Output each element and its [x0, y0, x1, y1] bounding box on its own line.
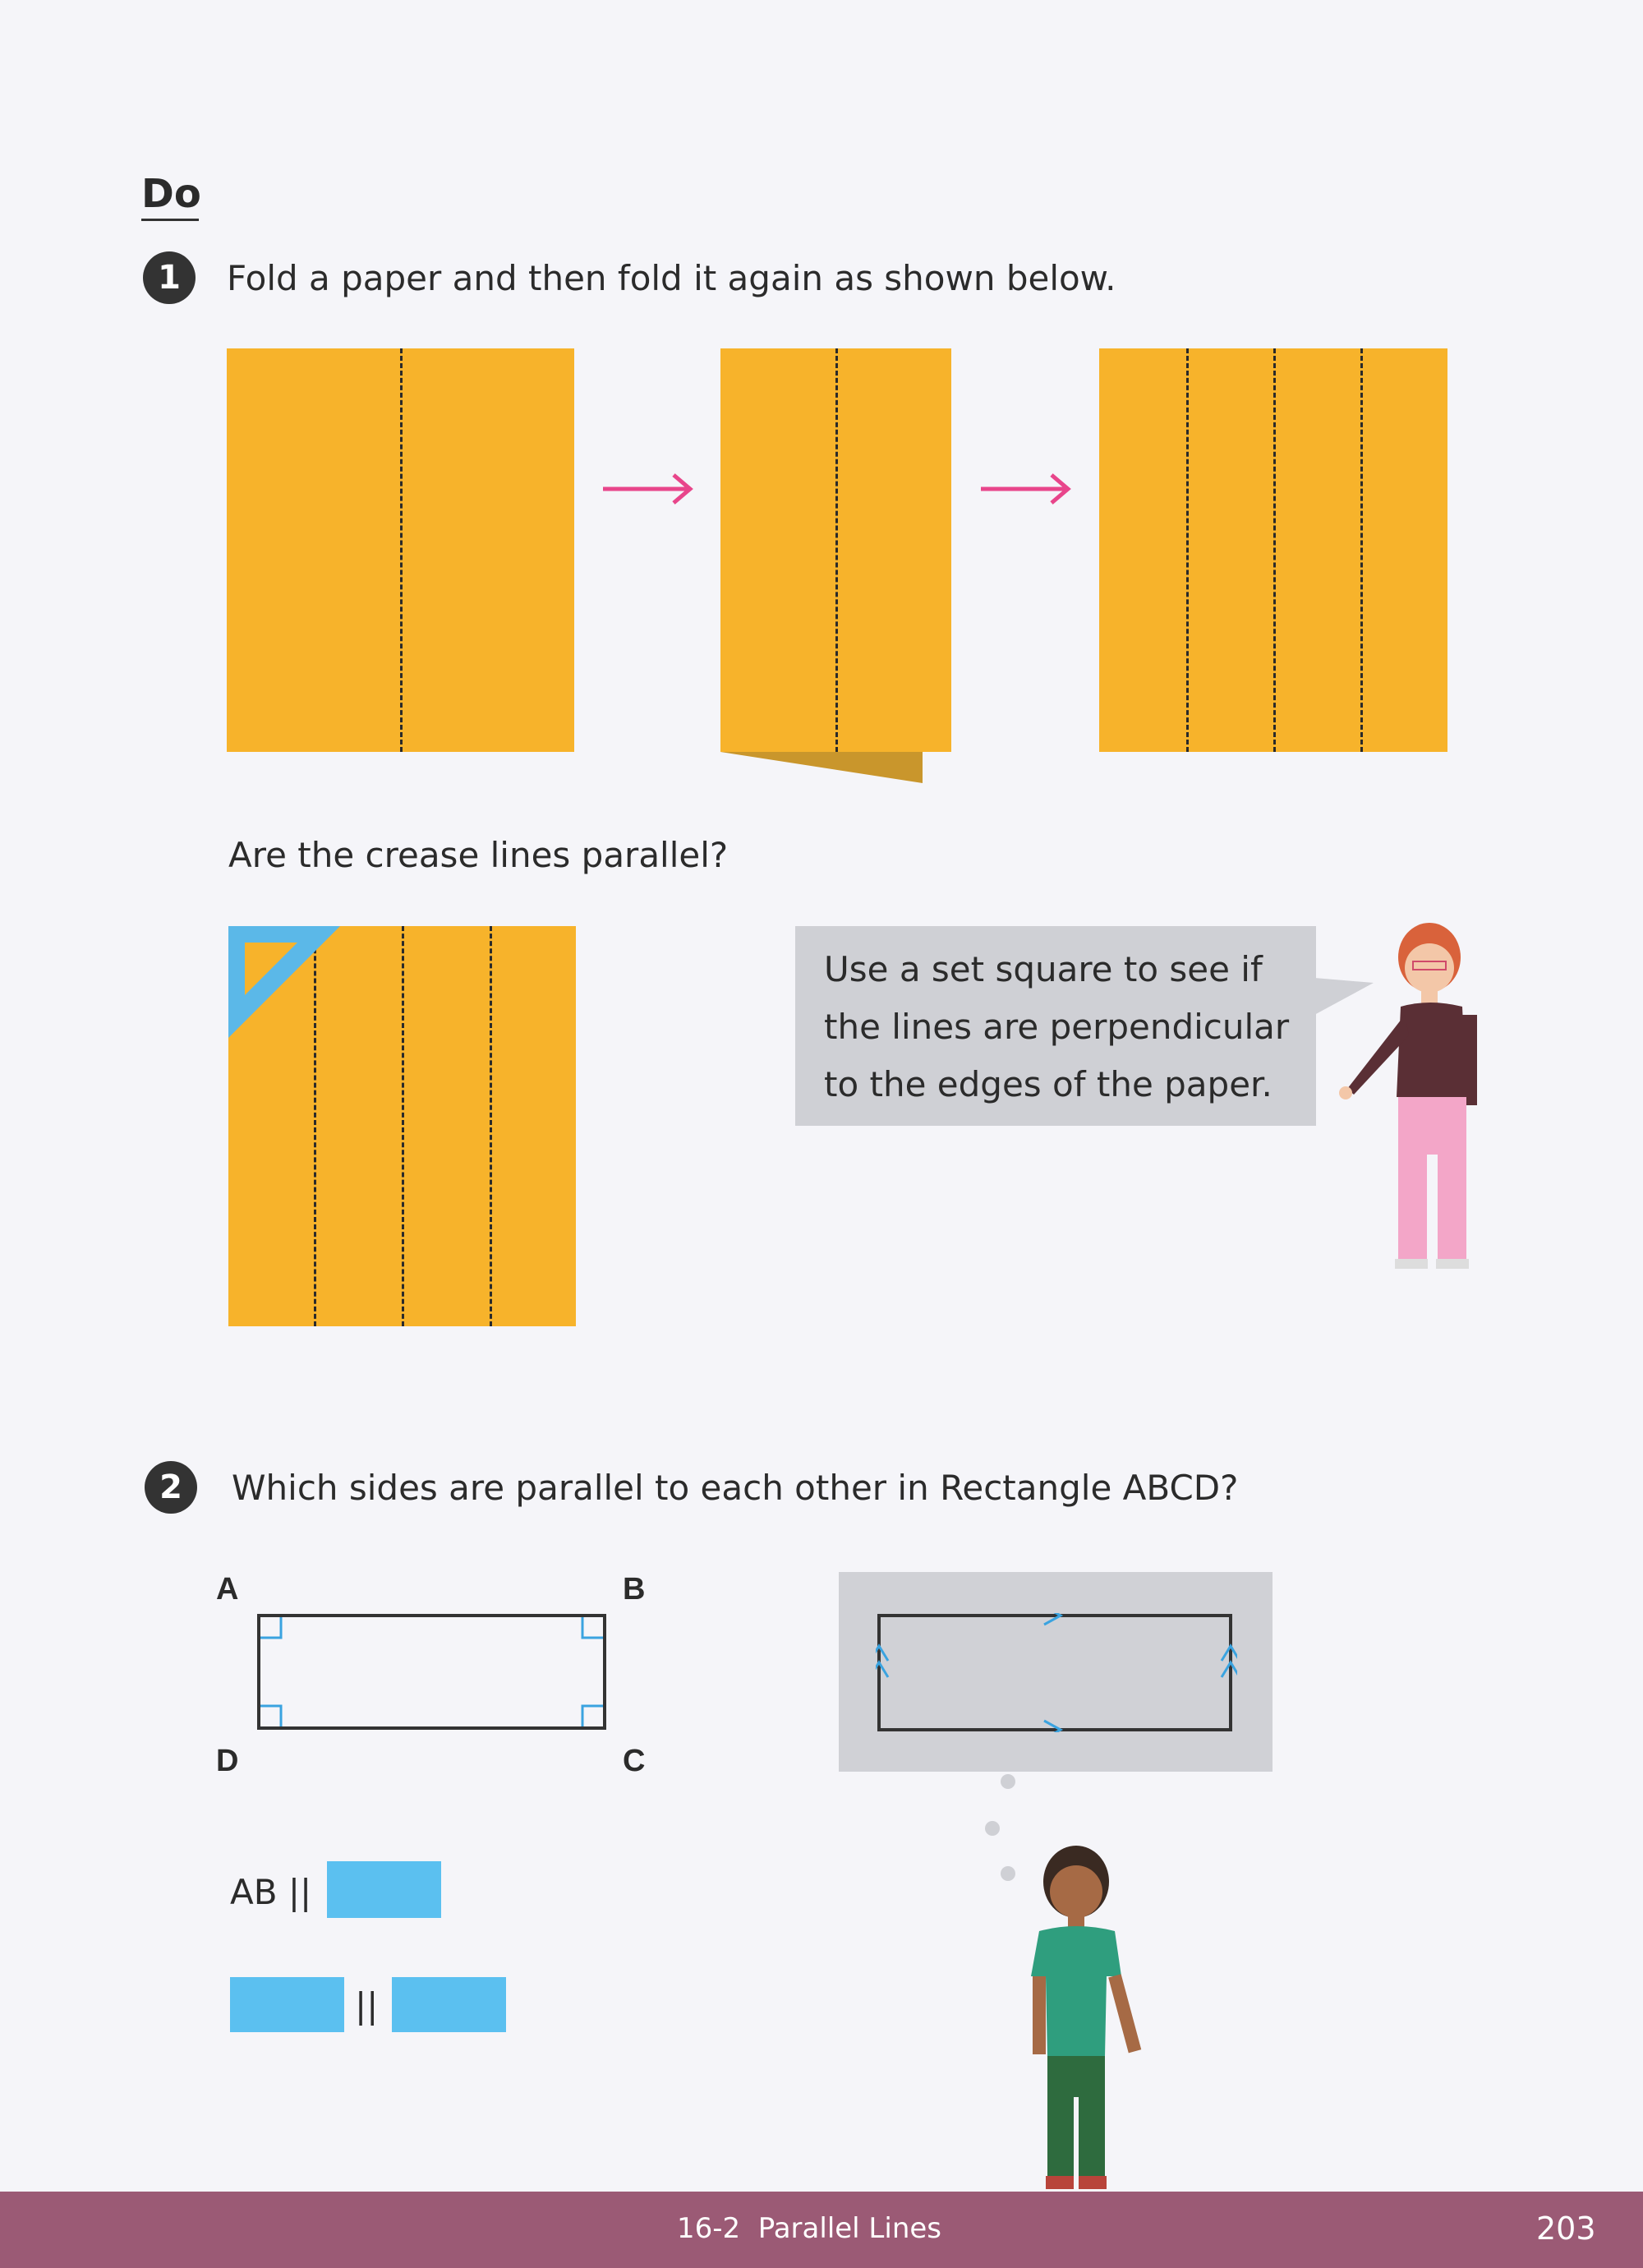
footer-bar: [0, 2192, 1643, 2268]
speech-line-2: the lines are perpendicular: [824, 1007, 1290, 1047]
question-number-2: 2: [145, 1461, 197, 1514]
set-square-icon: [228, 926, 343, 1041]
paper-unfolded: [227, 348, 574, 752]
vertex-label-a: A: [216, 1572, 239, 1606]
parallel-symbol: ||: [355, 1985, 379, 2026]
crease-question: Are the crease lines parallel?: [228, 835, 729, 875]
vertex-label-d: D: [216, 1744, 239, 1778]
arrow-right-icon: [601, 468, 696, 509]
answer-blank-2[interactable]: [230, 1977, 344, 2032]
question-2-text: Which sides are parallel to each other in Rectangle ABCD?: [232, 1468, 1239, 1508]
thought-dot: [985, 1821, 1000, 1836]
page-number: 203: [1536, 2210, 1596, 2247]
vertex-label-b: B: [623, 1572, 646, 1606]
speech-bubble: [795, 926, 1316, 1126]
vertex-label-c: C: [623, 1744, 646, 1778]
speech-line-3: to the edges of the paper.: [824, 1064, 1273, 1104]
boy-character-illustration: [1006, 1841, 1162, 2192]
answer-blank-3[interactable]: [392, 1977, 506, 2032]
thought-bubble: [839, 1572, 1273, 1772]
arrow-right-icon: [979, 468, 1074, 509]
paper-folded-once: [720, 348, 951, 752]
answer-blank-1[interactable]: [327, 1861, 441, 1918]
section-title: Do: [141, 171, 201, 217]
parallel-marked-rectangle: [876, 1613, 1237, 1732]
girl-character-illustration: [1331, 920, 1495, 1278]
thought-dot: [1001, 1774, 1015, 1789]
rectangle-abcd: [256, 1613, 610, 1732]
paper-fold-flap: [720, 750, 967, 787]
paper-refolded-creases: [1099, 348, 1447, 752]
paper-with-set-square: [228, 926, 576, 1326]
footer-lesson-title: 16-2 Parallel Lines: [676, 2212, 942, 2245]
section-title-underline: [141, 219, 199, 221]
question-number-1: 1: [143, 251, 196, 304]
answer-1-prefix: AB ||: [230, 1872, 312, 1912]
question-1-text: Fold a paper and then fold it again as shown below.: [227, 258, 1116, 298]
speech-line-1: Use a set square to see if: [824, 949, 1263, 989]
